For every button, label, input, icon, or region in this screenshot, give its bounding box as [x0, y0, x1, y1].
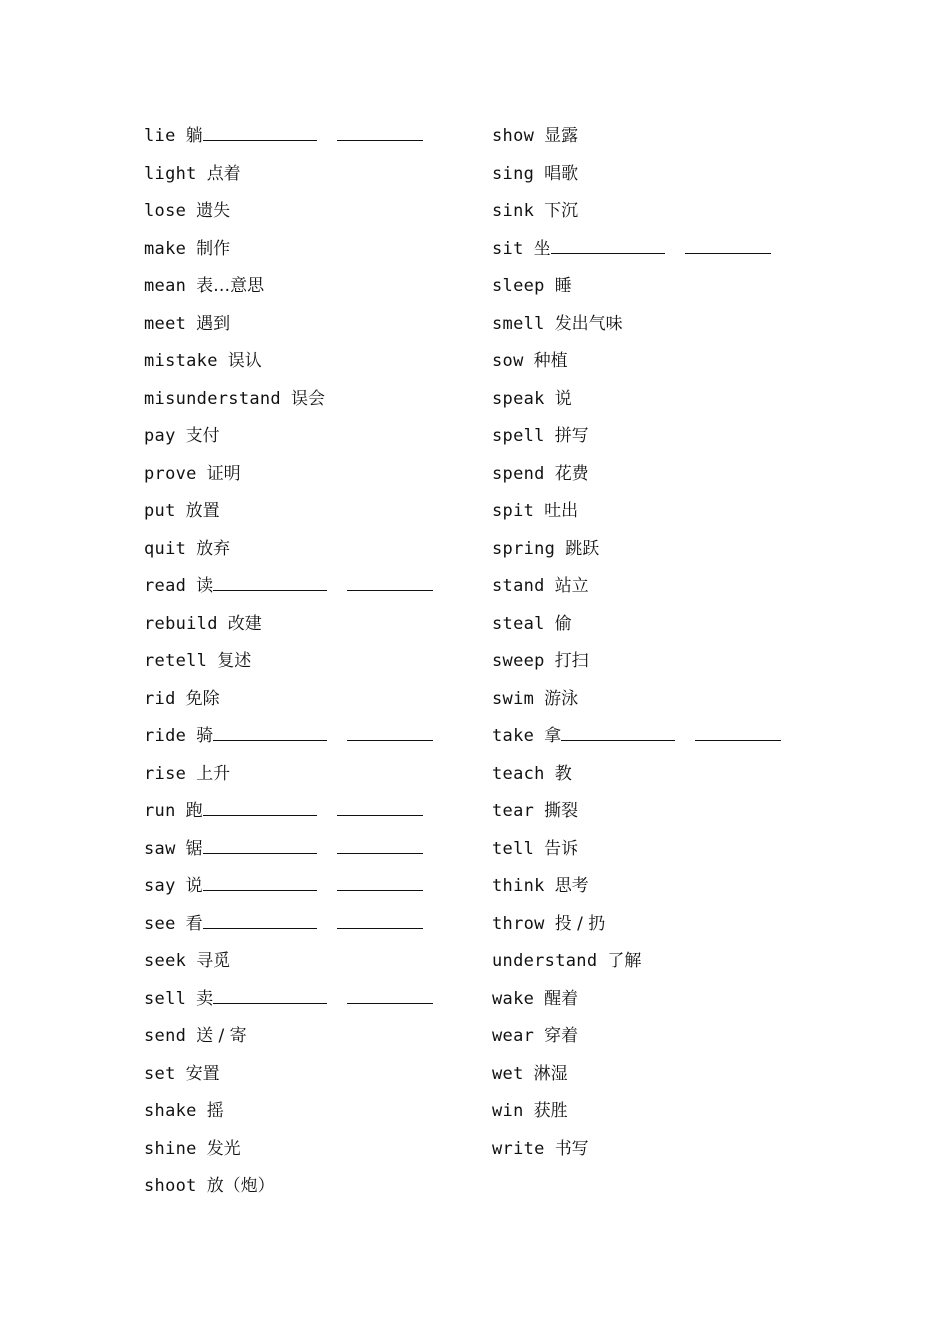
chinese-meaning: 上升 [196, 763, 231, 784]
chinese-meaning: 躺 [185, 126, 203, 146]
chinese-meaning: 撕裂 [544, 801, 579, 821]
past-participle-blank[interactable] [347, 570, 433, 591]
word-entry [144, 531, 433, 569]
chinese-meaning: 获胜 [533, 1101, 568, 1121]
chinese-meaning: 安置 [185, 1063, 220, 1084]
past-tense-blank[interactable] [203, 870, 317, 891]
past-tense-blank[interactable] [213, 983, 327, 1004]
english-word: run [144, 801, 176, 821]
word-entry [492, 643, 781, 681]
chinese-meaning: 思考 [554, 876, 589, 896]
word-entry [144, 1131, 433, 1169]
word-entry [492, 156, 781, 194]
past-tense-blank[interactable] [203, 833, 317, 854]
english-word: see [144, 913, 176, 934]
english-word: spend [492, 463, 545, 484]
english-word: say [144, 876, 176, 896]
word-entry [492, 306, 781, 344]
right-word-column [492, 118, 781, 1168]
word-entry [492, 606, 781, 644]
english-word: take [492, 726, 535, 746]
chinese-meaning: 教 [554, 763, 572, 784]
english-word: sow [492, 351, 524, 371]
english-word: spell [492, 426, 545, 446]
word-entry [492, 531, 781, 569]
chinese-meaning: 读 [196, 576, 214, 596]
english-word: show [492, 126, 535, 146]
past-participle-blank[interactable] [347, 983, 433, 1004]
word-entry [492, 1018, 781, 1056]
english-word: ride [144, 726, 187, 746]
english-word: stand [492, 576, 545, 596]
past-tense-blank[interactable] [213, 570, 327, 591]
word-entry [492, 118, 781, 156]
word-entry [144, 418, 433, 456]
english-word: quit [144, 538, 187, 559]
english-word: misunderstand [144, 388, 281, 409]
chinese-meaning: 支付 [185, 426, 220, 446]
word-entry [144, 981, 433, 1019]
word-entry [144, 306, 433, 344]
chinese-meaning: 花费 [554, 463, 589, 484]
chinese-meaning: 跑 [185, 801, 203, 821]
english-word: speak [492, 388, 545, 409]
word-entry [492, 1056, 781, 1094]
past-tense-blank[interactable] [551, 233, 665, 254]
chinese-meaning: 说 [554, 388, 572, 409]
chinese-meaning: 站立 [554, 576, 589, 596]
english-word: light [144, 163, 197, 184]
chinese-meaning: 骑 [196, 726, 214, 746]
english-word: shake [144, 1101, 197, 1121]
past-tense-blank[interactable] [203, 795, 317, 816]
english-word: tell [492, 838, 535, 859]
past-participle-blank[interactable] [337, 908, 423, 929]
english-word: spring [492, 538, 556, 559]
word-entry [144, 718, 433, 756]
word-entry [492, 268, 781, 306]
word-entry [144, 943, 433, 981]
chinese-meaning: 坐 [533, 238, 551, 259]
english-word: send [144, 1026, 187, 1046]
word-entry [492, 943, 781, 981]
word-entry [492, 231, 781, 269]
word-entry [492, 1093, 781, 1131]
chinese-meaning: 寻觅 [196, 951, 231, 971]
word-entry [492, 756, 781, 794]
chinese-meaning: 打扫 [554, 651, 589, 671]
left-word-column [144, 118, 433, 1206]
english-word: teach [492, 763, 545, 784]
word-entry [144, 268, 433, 306]
word-entry [144, 493, 433, 531]
word-entry [144, 793, 433, 831]
past-participle-blank[interactable] [695, 720, 781, 741]
word-entry [144, 643, 433, 681]
english-word: smell [492, 313, 545, 334]
word-entry [144, 456, 433, 494]
chinese-meaning: 放（炮） [206, 1176, 275, 1196]
past-tense-blank[interactable] [203, 120, 317, 141]
past-participle-blank[interactable] [685, 233, 771, 254]
chinese-meaning: 证明 [206, 463, 241, 484]
chinese-meaning: 了解 [607, 951, 642, 971]
word-entry [144, 193, 433, 231]
chinese-meaning: 误认 [227, 351, 262, 371]
word-entry [144, 906, 433, 944]
chinese-meaning: 吐出 [544, 501, 579, 521]
english-word: tear [492, 801, 535, 821]
chinese-meaning: 发出气味 [554, 313, 623, 334]
english-word: spit [492, 501, 535, 521]
english-word: steal [492, 613, 545, 634]
english-word: lose [144, 201, 187, 221]
chinese-meaning: 唱歌 [544, 163, 579, 184]
past-participle-blank[interactable] [337, 795, 423, 816]
past-tense-blank[interactable] [213, 720, 327, 741]
word-entry [144, 231, 433, 269]
english-word: think [492, 876, 545, 896]
word-entry [492, 381, 781, 419]
chinese-meaning: 告诉 [544, 838, 579, 859]
chinese-meaning: 遇到 [196, 313, 231, 334]
english-word: read [144, 576, 187, 596]
word-entry [144, 681, 433, 719]
past-participle-blank[interactable] [337, 870, 423, 891]
word-entry [492, 793, 781, 831]
chinese-meaning: 改建 [227, 613, 262, 634]
chinese-meaning: 种植 [533, 351, 568, 371]
word-entry [492, 981, 781, 1019]
english-word: wake [492, 988, 535, 1009]
word-entry [144, 756, 433, 794]
past-participle-blank[interactable] [347, 720, 433, 741]
chinese-meaning: 投 / 扔 [554, 913, 606, 934]
word-entry [144, 156, 433, 194]
english-word: rid [144, 688, 176, 709]
english-word: sweep [492, 651, 545, 671]
chinese-meaning: 看 [185, 913, 203, 934]
word-entry [492, 456, 781, 494]
chinese-meaning: 淋湿 [533, 1063, 568, 1084]
word-entry [144, 868, 433, 906]
chinese-meaning: 跳跃 [565, 538, 600, 559]
chinese-meaning: 下沉 [544, 201, 579, 221]
chinese-meaning: 送 / 寄 [196, 1026, 247, 1046]
word-entry [492, 681, 781, 719]
chinese-meaning: 表…意思 [196, 276, 265, 296]
english-word: pay [144, 426, 176, 446]
chinese-meaning: 误会 [290, 388, 325, 409]
english-word: seek [144, 951, 187, 971]
word-entry [144, 1093, 433, 1131]
english-word: wet [492, 1063, 524, 1084]
word-entry [144, 606, 433, 644]
past-tense-blank[interactable] [203, 908, 317, 929]
chinese-meaning: 睡 [554, 276, 572, 296]
chinese-meaning: 放置 [185, 501, 220, 521]
english-word: rebuild [144, 613, 218, 634]
word-entry [144, 831, 433, 869]
english-word: shine [144, 1138, 197, 1159]
english-word: understand [492, 951, 598, 971]
english-word: write [492, 1138, 545, 1159]
word-entry [492, 418, 781, 456]
chinese-meaning: 复述 [217, 651, 252, 671]
chinese-meaning: 制作 [196, 238, 231, 259]
english-word: rise [144, 763, 187, 784]
english-word: sell [144, 988, 187, 1009]
english-word: wear [492, 1026, 535, 1046]
chinese-meaning: 锯 [185, 838, 203, 859]
chinese-meaning: 点着 [206, 163, 241, 184]
chinese-meaning: 游泳 [544, 688, 579, 709]
english-word: mean [144, 276, 187, 296]
chinese-meaning: 偷 [554, 613, 572, 634]
chinese-meaning: 说 [185, 876, 203, 896]
word-entry [492, 718, 781, 756]
past-participle-blank[interactable] [337, 833, 423, 854]
word-entry [144, 1056, 433, 1094]
chinese-meaning: 发光 [206, 1138, 241, 1159]
english-word: mistake [144, 351, 218, 371]
word-entry [144, 343, 433, 381]
english-word: put [144, 501, 176, 521]
english-word: make [144, 238, 187, 259]
past-tense-blank[interactable] [561, 720, 675, 741]
chinese-meaning: 免除 [185, 688, 220, 709]
word-entry [144, 1018, 433, 1056]
word-entry [144, 1168, 433, 1206]
english-word: prove [144, 463, 197, 484]
word-entry [144, 568, 433, 606]
word-entry [492, 831, 781, 869]
english-word: throw [492, 913, 545, 934]
chinese-meaning: 卖 [196, 988, 214, 1009]
word-entry [144, 118, 433, 156]
chinese-meaning: 显露 [544, 126, 579, 146]
english-word: set [144, 1063, 176, 1084]
past-participle-blank[interactable] [337, 120, 423, 141]
english-word: lie [144, 126, 176, 146]
english-word: sink [492, 201, 535, 221]
english-word: sit [492, 238, 524, 259]
word-entry [492, 193, 781, 231]
english-word: shoot [144, 1176, 197, 1196]
chinese-meaning: 遗失 [196, 201, 231, 221]
english-word: sing [492, 163, 535, 184]
english-word: win [492, 1101, 524, 1121]
english-word: swim [492, 688, 535, 709]
chinese-meaning: 摇 [206, 1101, 224, 1121]
chinese-meaning: 穿着 [544, 1026, 579, 1046]
word-entry [492, 343, 781, 381]
chinese-meaning: 拼写 [554, 426, 589, 446]
chinese-meaning: 醒着 [544, 988, 579, 1009]
chinese-meaning: 放弃 [196, 538, 231, 559]
word-entry [492, 493, 781, 531]
word-entry [492, 906, 781, 944]
chinese-meaning: 拿 [544, 726, 562, 746]
chinese-meaning: 书写 [554, 1138, 589, 1159]
word-entry [492, 1131, 781, 1169]
english-word: retell [144, 651, 208, 671]
word-entry [144, 381, 433, 419]
english-word: saw [144, 838, 176, 859]
word-entry [492, 568, 781, 606]
word-entry [492, 868, 781, 906]
english-word: sleep [492, 276, 545, 296]
english-word: meet [144, 313, 187, 334]
